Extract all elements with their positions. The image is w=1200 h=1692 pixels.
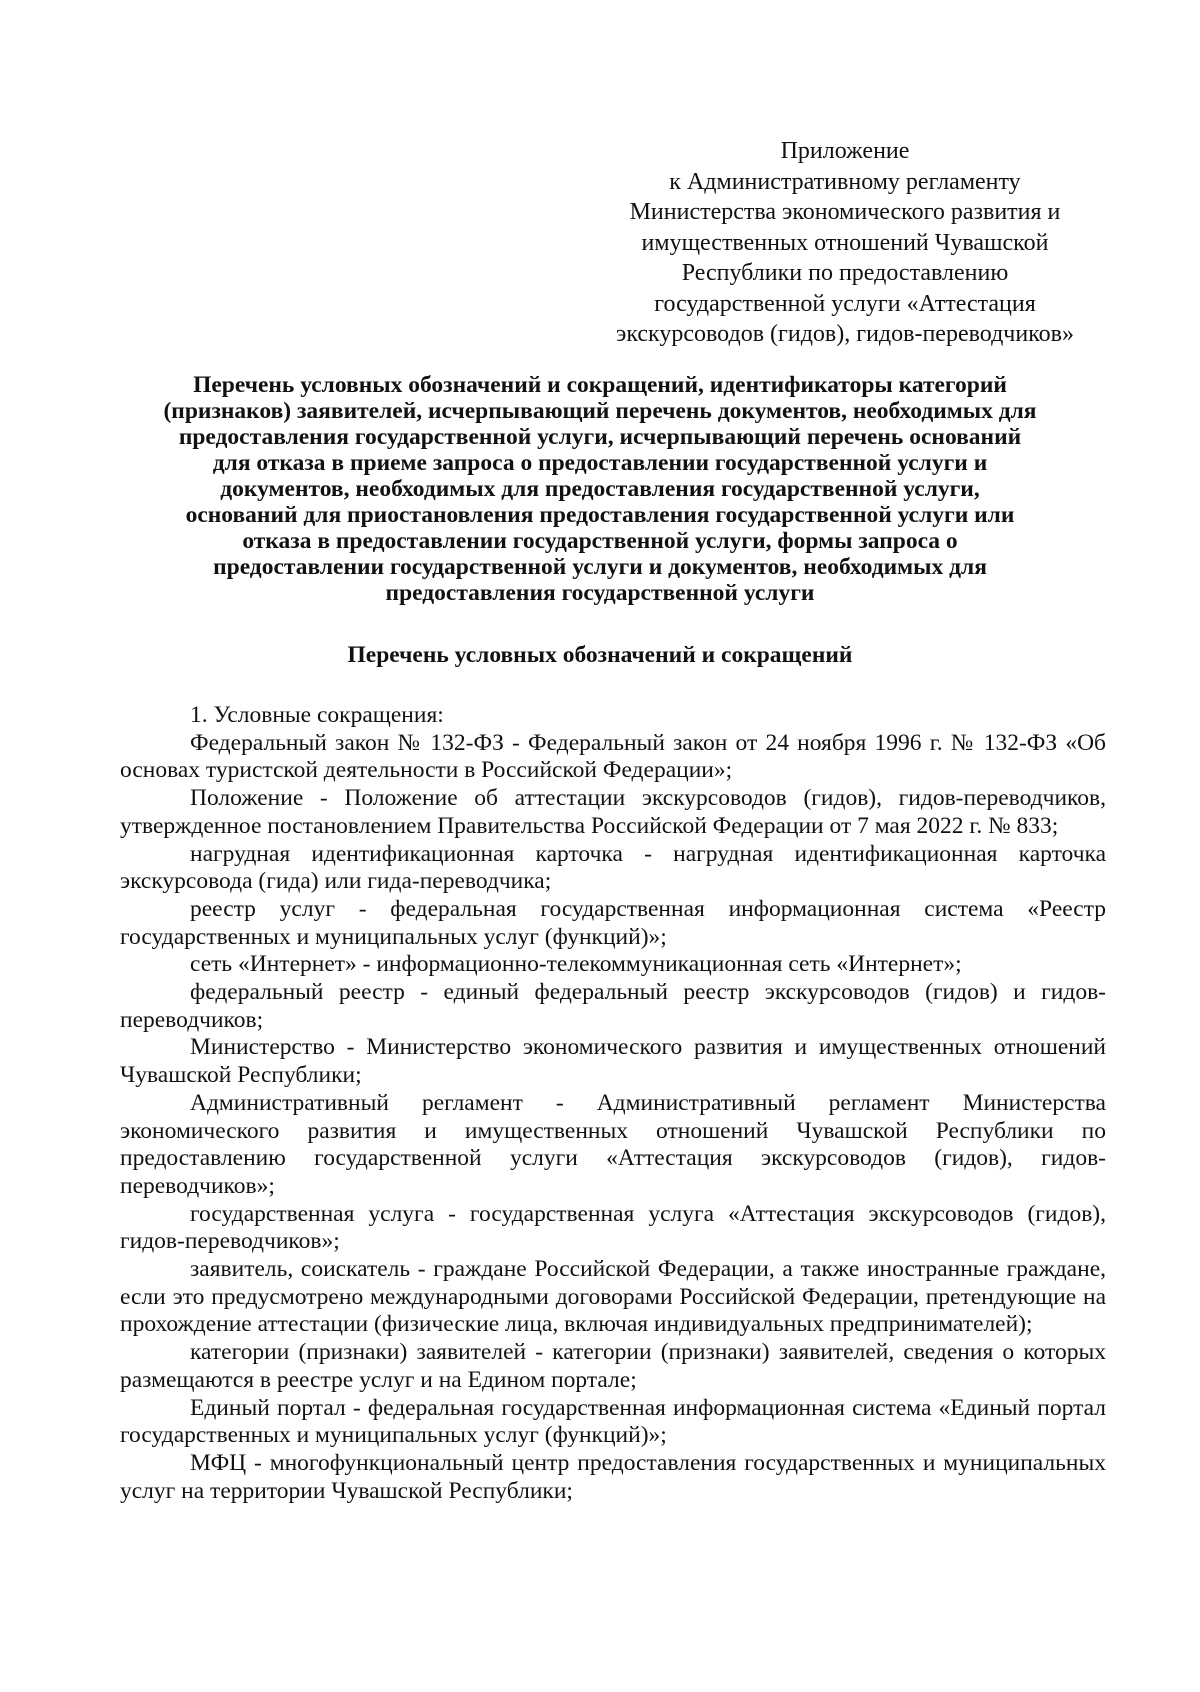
title-line: документов, необходимых для предоставления государственной услуги, xyxy=(220,476,980,502)
appendix-line: имущественных отношений Чувашской xyxy=(641,229,1049,256)
paragraph: Министерство - Министерство экономического развития и имущественных отношений Чувашской Республики; xyxy=(120,1034,1106,1089)
title-line: отказа в предоставлении государственной услуги, формы запроса о xyxy=(242,528,958,554)
paragraph: МФЦ - многофункциональный центр предоставления государственных и муниципальных услуг на территории Чувашской Республики; xyxy=(120,1449,1106,1504)
title-line: для отказа в приеме запроса о предоставлении государственной услуги и xyxy=(212,450,988,476)
title-line: (признаков) заявителей, исчерпывающий перечень документов, необходимых для xyxy=(163,398,1037,424)
appendix-header xyxy=(600,136,1090,350)
title-line: предоставления государственной услуги, исчерпывающий перечень оснований xyxy=(178,424,1022,450)
appendix-line: к Административному регламенту xyxy=(669,168,1021,195)
paragraph: федеральный реестр - единый федеральный реестр экскурсоводов (гидов) и гидов-переводчиков; xyxy=(120,979,1106,1033)
paragraph: Административный регламент - Административный регламент Министерства экономического развития и имущественных отношений Чувашской Республики по предоставлению государственной услуги «Аттестация экскурсоводов (гидов), гидов-переводчиков»; xyxy=(120,1089,1106,1199)
appendix-line: Республики по предоставлению xyxy=(681,260,1009,286)
appendix-line: Приложение xyxy=(780,138,910,164)
appendix-line: государственной услуги «Аттестация xyxy=(654,290,1036,317)
paragraph: Федеральный закон № 132-ФЗ - Федеральный закон от 24 ноября 1996 г. № 132-ФЗ «Об основах туристской деятельности в Российской Федерации»; xyxy=(120,729,1106,784)
appendix-line: Министерства экономического развития и xyxy=(629,199,1061,225)
paragraph: государственная услуга - государственная услуга «Аттестация экскурсоводов (гидов), гидов-переводчиков»; xyxy=(120,1200,1106,1255)
paragraph: категории (признаки) заявителей - категории (признаки) заявителей, сведения о которых размещаются в реестре услуг и на Едином портале; xyxy=(120,1339,1106,1393)
section-heading: Перечень условных обозначений и сокращений xyxy=(347,642,853,668)
paragraph: нагрудная идентификационная карточка - нагрудная идентификационная карточка экскурсовода (гида) или гида-переводчика; xyxy=(120,840,1106,895)
paragraph: Единый портал - федеральная государственная информационная система «Единый портал государственных и муниципальных услуг (функций)»; xyxy=(120,1394,1106,1449)
title-line: Перечень условных обозначений и сокращений, идентификаторы категорий xyxy=(193,372,1007,398)
paragraph: 1. Условные сокращения: xyxy=(190,702,444,728)
title-line: предоставлении государственной услуги и документов, необходимых для xyxy=(213,554,987,580)
title-line: оснований для приостановления предоставления государственной услуги или xyxy=(185,502,1015,528)
appendix-line: экскурсоводов (гидов), гидов-переводчиков» xyxy=(616,321,1074,347)
paragraph: сеть «Интернет» - информационно-телекоммуникационная сеть «Интернет»; xyxy=(190,951,962,978)
document-body xyxy=(120,702,1106,1505)
paragraph: реестр услуг - федеральная государственная информационная система «Реестр государственных и муниципальных услуг (функций)»; xyxy=(120,895,1106,950)
title-line: предоставления государственной услуги xyxy=(385,580,815,606)
document-title xyxy=(115,372,1085,606)
paragraph: Положение - Положение об аттестации экскурсоводов (гидов), гидов-переводчиков, утвержденное постановлением Правительства Российской Федерации от 7 мая 2022 г. № 833; xyxy=(120,785,1106,839)
paragraph: заявитель, соискатель - граждане Российской Федерации, а также иностранные граждане, если это предусмотрено международными договорами Российской Федерации, претендующие на прохождение аттестации (физические лица, включая индивидуальных предпринимателей); xyxy=(120,1256,1106,1338)
